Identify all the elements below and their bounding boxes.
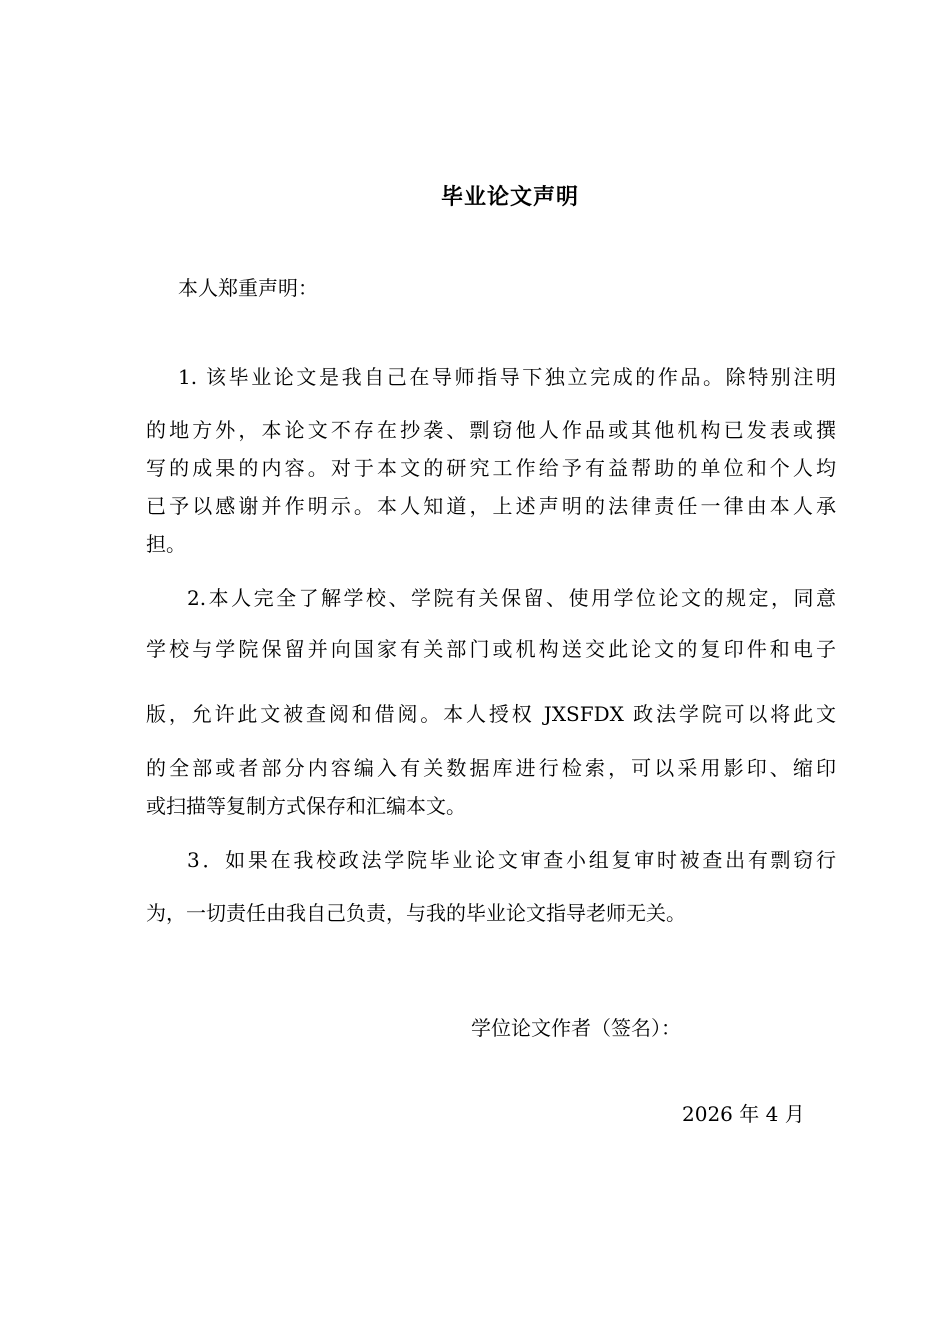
page-title: 毕业论文声明	[440, 185, 579, 210]
paragraph2-line: 2.本人完全了解学校、学院有关保留、使用学位论文的规定，同意	[187, 586, 836, 610]
paragraph2-line: 学校与学院保留并向国家有关部门或机构送交此论文的复印件和电子	[146, 637, 836, 661]
signature-label: 学位论文作者（签名）：	[471, 1016, 681, 1040]
paragraph2-line: 或扫描等复制方式保存和汇编本文。	[146, 794, 466, 818]
paragraph1-line: 写的成果的内容。对于本文的研究工作给予有益帮助的单位和个人均	[146, 456, 836, 480]
paragraph2-line: 版，允许此文被查阅和借阅。本人授权 JXSFDX 政法学院可以将此文	[146, 702, 836, 726]
paragraph1-line: 已予以感谢并作明示。本人知道，上述声明的法律责任一律由本人承	[146, 494, 836, 518]
paragraph1-line: 担。	[146, 532, 186, 556]
paragraph3-line: 3．如果在我校政法学院毕业论文审查小组复审时被查出有剽窃行	[187, 848, 836, 872]
intro-text: 本人郑重声明：	[178, 276, 318, 300]
paragraph1-line: 1. 该毕业论文是我自己在导师指导下独立完成的作品。除特别注明	[178, 365, 836, 389]
paragraph2-line: 的全部或者部分内容编入有关数据库进行检索，可以采用影印、缩印	[146, 756, 836, 780]
date-text: 2026 年 4 月	[682, 1102, 805, 1126]
paragraph1-line: 的地方外，本论文不存在抄袭、剽窃他人作品或其他机构已发表或撰	[146, 418, 836, 442]
paragraph3-line: 为，一切责任由我自己负责，与我的毕业论文指导老师无关。	[146, 901, 686, 925]
